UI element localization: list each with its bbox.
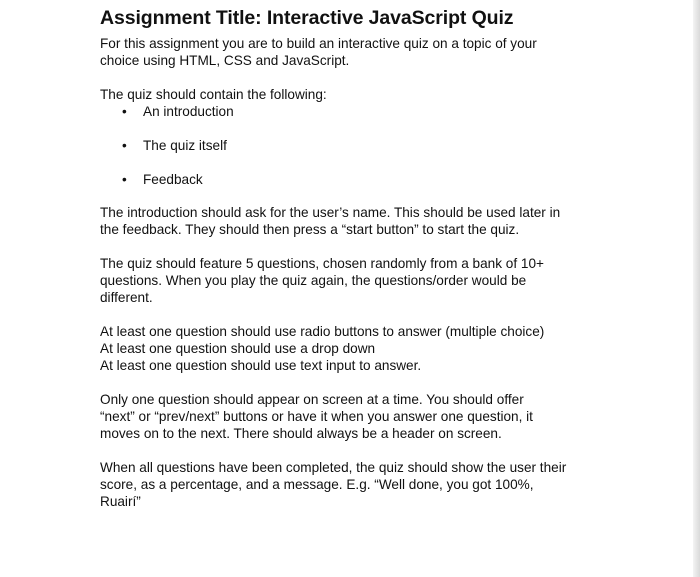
score-line-3: Ruairí” <box>100 494 141 509</box>
input-types-line-2: At least one question should use a drop down <box>100 341 376 356</box>
intro-line-2: choice using HTML, CSS and JavaScript. <box>100 53 350 68</box>
navigation-line-1: Only one question should appear on screen at a time. You should offer <box>100 392 524 407</box>
questions-line-1: The quiz should feature 5 questions, chosen randomly from a bank of 10+ <box>100 256 544 271</box>
list-item-label: Feedback <box>143 172 203 187</box>
questions-paragraph <box>100 255 600 306</box>
page-edge-shadow <box>693 0 700 577</box>
contains-heading: The quiz should contain the following: <box>100 87 327 102</box>
questions-line-3: different. <box>100 290 153 305</box>
bullet-icon: • <box>122 104 127 119</box>
bullet-icon: • <box>122 138 127 153</box>
input-types-paragraph <box>100 323 600 374</box>
document-body <box>100 6 600 510</box>
input-types-line-3: At least one question should use text input to answer. <box>100 358 422 373</box>
navigation-paragraph <box>100 391 600 442</box>
introduction-paragraph <box>100 204 600 238</box>
list-item <box>100 137 600 154</box>
introduction-line-1: The introduction should ask for the user’s name. This should be used later in <box>100 205 561 220</box>
intro-line-1: For this assignment you are to build an interactive quiz on a topic of your <box>100 36 537 51</box>
score-line-2: score, as a percentage, and a message. E.g. “Well done, you got 100%, <box>100 477 534 492</box>
list-item-label: The quiz itself <box>143 138 227 153</box>
intro-paragraph <box>100 35 600 69</box>
navigation-line-3: moves on to the next. There should always be a header on screen. <box>100 426 502 441</box>
score-line-1: When all questions have been completed, the quiz should show the user their <box>100 460 567 475</box>
list-item-label: An introduction <box>143 104 234 119</box>
list-item <box>100 171 600 188</box>
list-item <box>100 103 600 120</box>
bullet-icon: • <box>122 172 127 187</box>
navigation-line-2: “next” or “prev/next” buttons or have it when you answer one question, it <box>100 409 533 424</box>
document-title: Assignment Title: Interactive JavaScript Quiz <box>100 7 514 29</box>
score-paragraph <box>100 459 600 510</box>
input-types-line-1: At least one question should use radio buttons to answer (multiple choice) <box>100 324 545 339</box>
introduction-line-2: the feedback. They should then press a “start button” to start the quiz. <box>100 222 520 237</box>
questions-line-2: questions. When you play the quiz again, the questions/order would be <box>100 273 527 288</box>
requirements-list <box>100 103 600 188</box>
